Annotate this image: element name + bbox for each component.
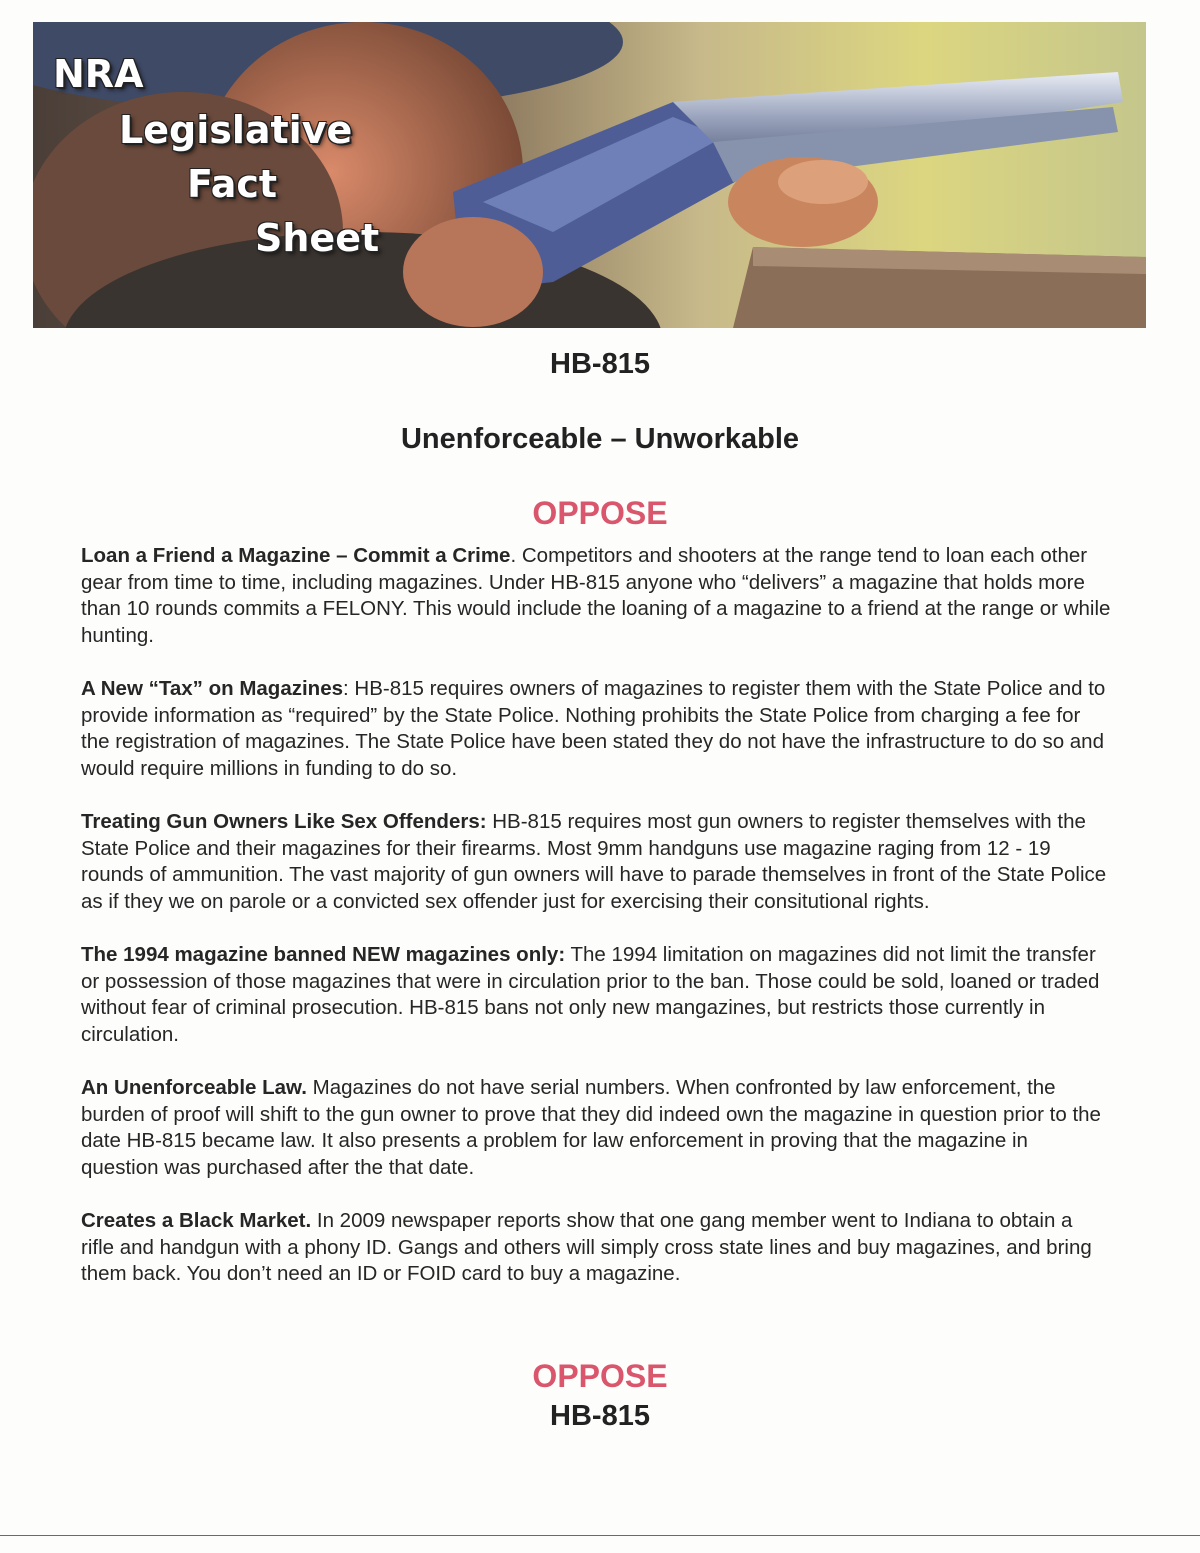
- argument-paragraph: [81, 543, 1111, 649]
- banner-title-line: Legislative: [119, 108, 353, 152]
- argument-text: Magazines do not have serial numbers. When confronted by law enforcement, the burden of proof will shift to the gun owner to prove that they did indeed own the magazine in question prior to the date HB-815 became law. It also presents a problem for law enforcement in proving that the magazine in question was purchased after the that date.: [81, 1076, 1101, 1179]
- argument-paragraph: [81, 942, 1111, 1048]
- header-banner: [33, 22, 1146, 328]
- banner-title-line: Sheet: [255, 216, 380, 260]
- argument-text: HB-815 requires most gun owners to register themselves with the State Police and their magazines for their firearms. Most 9mm handguns use magazine raging from 12 - 19 rounds of ammunition. The vast majority of gun owners will have to parade themselves in front of the State Police as if they we on parole or a convicted sex offender just for exercising their consitutional rights.: [81, 810, 1107, 913]
- banner-title: [33, 22, 1146, 328]
- argument-paragraph: [81, 809, 1111, 915]
- argument-lead: Treating Gun Owners Like Sex Offenders:: [81, 810, 487, 833]
- bill-number-heading: HB-815: [550, 348, 650, 380]
- argument-list: [81, 543, 1111, 1315]
- argument-paragraph: [81, 1208, 1111, 1288]
- banner-title-line: NRA: [53, 52, 144, 96]
- bill-number-footer: HB-815: [550, 1400, 650, 1432]
- argument-text: The 1994 limitation on magazines did not limit the transfer or possession of those magazines that were in circulation prior to the ban. Those could be sold, loaned or traded without fear of criminal prosecution. HB-815 bans not only new mangazines, but restricts those currently in circulation.: [81, 943, 1100, 1046]
- oppose-heading: OPPOSE: [532, 495, 668, 531]
- argument-lead: A New “Tax” on Magazines: [81, 677, 343, 700]
- argument-text: In 2009 newspaper reports show that one gang member went to Indiana to obtain a rifle and handgun with a phony ID. Gangs and others will simply cross state lines and buy magazines, and bring them back. You don’t need an ID or FOID card to buy a magazine.: [81, 1209, 1092, 1285]
- argument-lead: An Unenforceable Law.: [81, 1076, 307, 1099]
- argument-text: : HB-815 requires owners of magazines to register them with the State Police and to provide information as “required” by the State Police. Nothing prohibits the State Police from charging a fee for the registration of magazines. The State Police have been stated they do not have the infrastructure to do so and would require millions in funding to do so.: [81, 677, 1106, 780]
- banner-title-line: Fact: [187, 162, 278, 206]
- subtitle-heading: Unenforceable – Unworkable: [400, 423, 800, 455]
- argument-lead: Loan a Friend a Magazine – Commit a Crime: [81, 544, 511, 567]
- argument-paragraph: [81, 676, 1111, 782]
- argument-lead: The 1994 magazine banned NEW magazines only:: [81, 943, 566, 966]
- oppose-footer: OPPOSE: [532, 1358, 668, 1394]
- bottom-divider: [0, 1535, 1200, 1536]
- argument-paragraph: [81, 1075, 1111, 1181]
- argument-text: . Competitors and shooters at the range tend to loan each other gear from time to time, including magazines. Under HB-815 anyone who “delivers” a magazine that holds more than 10 rounds commits a FELONY. This would include the loaning of a magazine to a friend at the range or while hunting.: [81, 544, 1111, 647]
- argument-lead: Creates a Black Market.: [81, 1209, 312, 1232]
